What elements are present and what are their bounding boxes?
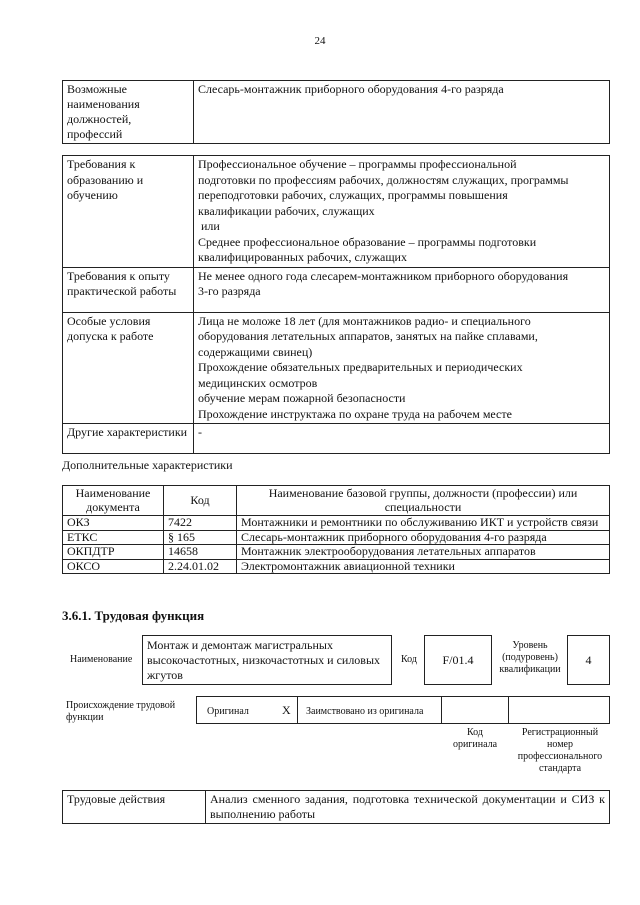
text-line: Профессиональное обучение – программы профессиональной	[198, 157, 517, 171]
text-line: Не менее одного года слесарем-монтажником приборного оборудования	[198, 268, 569, 283]
row-label: Возможные наименования должностей, профессий	[63, 81, 194, 144]
text-line: обучение мерам пожарной безопасности	[198, 391, 406, 405]
text-line: квалифицированных рабочих, служащих	[198, 250, 407, 264]
table-row	[63, 424, 610, 454]
registration-number-cell	[508, 696, 610, 724]
possible-positions-table	[62, 80, 610, 144]
row-label-education: Требования к образованию и обучению	[63, 156, 194, 268]
requirements-table	[62, 155, 610, 454]
text-line: квалификации рабочих, служащих	[198, 203, 375, 218]
labour-actions-table	[62, 790, 610, 824]
text-line: Среднее профессиональное образование – программы подготовки	[198, 234, 537, 249]
row-label-other: Другие характеристики	[63, 424, 194, 454]
text-line: -	[198, 425, 202, 439]
table-row	[63, 267, 610, 312]
table-cell: ОКЗ	[63, 516, 164, 531]
borrowed-cell	[297, 696, 442, 724]
text-line: содержащими свинец)	[198, 344, 313, 359]
text-line: подготовки по профессиям рабочих, должностям служащих, программы	[198, 172, 569, 187]
text-line: Лица не моложе 18 лет (для монтажников радио- и специального	[198, 313, 531, 328]
row-label-conditions: Особые условия допуска к работе	[63, 312, 194, 424]
column-header: Наименование документа	[63, 486, 164, 516]
row-value-conditions	[194, 312, 610, 424]
text-line: переподготовки рабочих, служащих, программы повышения	[198, 188, 508, 202]
text-line: 3-го разряда	[198, 284, 261, 298]
column-header: Наименование базовой группы, должности (профессии) или специальности	[237, 486, 610, 516]
table-cell: Монтажники и ремонтники по обслуживанию ИКТ и устройств связи	[237, 516, 610, 531]
table-cell: § 165	[164, 530, 237, 545]
table-row	[63, 81, 610, 144]
code-label: Код	[401, 654, 417, 665]
origin-code-label: Код оригинала	[452, 727, 498, 750]
column-header: Код	[164, 486, 237, 516]
qualification-level-label: Уровень (подуровень) квалификации	[499, 640, 561, 675]
name-label: Наименование	[70, 654, 133, 665]
table-header-row	[63, 486, 610, 516]
table-cell: ОКПДТР	[63, 545, 164, 560]
table-cell: Слесарь-монтажник приборного оборудования 4-го разряда	[237, 530, 610, 545]
table-row	[63, 530, 610, 545]
row-value-education	[194, 156, 610, 268]
original-mark: X	[282, 703, 291, 717]
qualification-level-box: 4	[567, 635, 610, 685]
origin-code-cell	[441, 696, 509, 724]
table-cell: 7422	[164, 516, 237, 531]
table-cell: 2.24.01.02	[164, 559, 237, 574]
page-number: 24	[314, 35, 326, 47]
table-cell: ЕТКС	[63, 530, 164, 545]
text-line: Прохождение инструктажа по охране труда на рабочем месте	[198, 406, 512, 421]
additional-characteristics-table	[62, 485, 610, 574]
row-value-experience	[194, 267, 610, 312]
row-label-experience: Требования к опыту практической работы	[63, 267, 194, 312]
origin-label: Происхождение трудовой функции	[66, 700, 176, 723]
original-label: Оригинал	[207, 706, 249, 717]
table-cell: ОКСО	[63, 559, 164, 574]
text-line: оборудования летательных аппаратов, занятых на пайке сплавами,	[198, 329, 538, 343]
text-line: Прохождение обязательных предварительных и периодических	[198, 360, 523, 374]
row-label: Трудовые действия	[63, 791, 206, 824]
table-row	[63, 559, 610, 574]
section-caption: Дополнительные характеристики	[62, 458, 233, 472]
row-value: Анализ сменного задания, подготовка технической документации и СИЗ к выполнению работы	[206, 791, 610, 824]
table-row	[63, 545, 610, 560]
table-row	[63, 791, 610, 824]
table-row	[63, 312, 610, 424]
section-heading: 3.6.1. Трудовая функция	[62, 608, 205, 623]
table-row	[63, 156, 610, 268]
code-value-box: F/01.4	[424, 635, 492, 685]
function-name-box: Монтаж и демонтаж магистральных высокочастотных, низкочастотных и силовых жгутов	[142, 635, 392, 685]
original-cell	[196, 696, 298, 724]
table-cell: 14658	[164, 545, 237, 560]
row-value-other	[194, 424, 610, 454]
registration-number-label: Регистрационный номер профессионального стандарта	[517, 727, 603, 774]
row-value: Слесарь-монтажник приборного оборудования 4-го разряда	[194, 81, 610, 144]
table-cell: Электромонтажник авиационной техники	[237, 559, 610, 574]
table-row	[63, 516, 610, 531]
table-cell: Монтажник электрооборудования летательных аппаратов	[237, 545, 610, 560]
text-line: медицинских осмотров	[198, 375, 318, 390]
text-line: или	[198, 219, 220, 233]
borrowed-label: Заимствовано из оригинала	[306, 706, 424, 717]
